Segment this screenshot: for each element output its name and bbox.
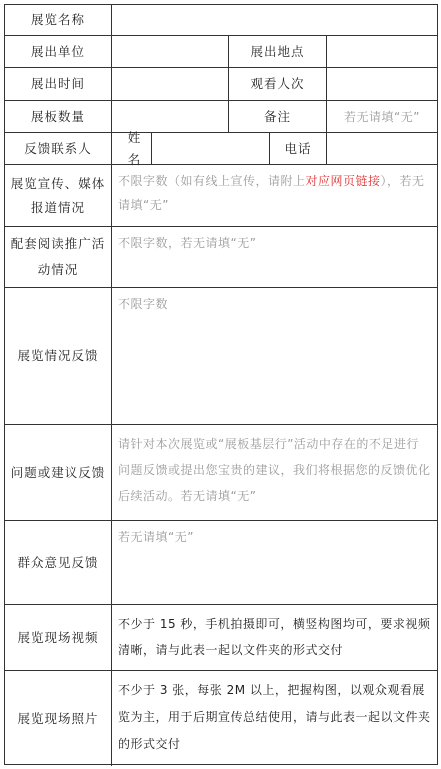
row-time-visitors xyxy=(5,68,437,101)
row-organizer-location xyxy=(5,36,437,68)
name-field[interactable] xyxy=(152,133,270,164)
suggestions-label: 问题或建议反馈 xyxy=(5,425,112,520)
row-panels-remark xyxy=(5,101,437,133)
publicity-hint-suffix: ），若无请填“无” xyxy=(118,174,425,212)
row-site-photos xyxy=(5,671,437,766)
row-exhibition-feedback xyxy=(5,288,437,425)
visitors-field[interactable] xyxy=(327,68,437,100)
publicity-hint-prefix: 不限字数（如有线上宣传，请附上 xyxy=(118,174,306,188)
phone-field[interactable] xyxy=(327,133,437,164)
site-photos-note: 不少于 3 张，每张 2M 以上，把握构图，以观众观看展览为主，用于后期宣传总结使用，请与此表一起以文件夹的形式交付 xyxy=(118,683,431,751)
exhibition-name-label: 展览名称 xyxy=(5,5,112,35)
location-label: 展出地点 xyxy=(229,36,327,67)
row-reading-promotion xyxy=(5,227,437,288)
row-publicity xyxy=(5,165,437,227)
site-photos-label: 展览现场照片 xyxy=(5,671,112,766)
row-exhibition-name xyxy=(5,5,437,36)
exhibition-feedback-form xyxy=(4,4,438,765)
organizer-label: 展出单位 xyxy=(5,36,112,67)
name-label: 姓名 xyxy=(112,133,152,164)
phone-label: 电话 xyxy=(270,133,327,164)
location-field[interactable] xyxy=(327,36,437,67)
site-video-label: 展览现场视频 xyxy=(5,605,112,670)
public-opinion-field[interactable]: 若无请填“无” xyxy=(118,530,194,544)
remark-field[interactable] xyxy=(327,101,437,132)
reading-promotion-field[interactable]: 不限字数，若无请填“无” xyxy=(118,236,257,250)
public-opinion-label: 群众意见反馈 xyxy=(5,521,112,604)
contact-label: 反馈联系人 xyxy=(5,133,112,164)
organizer-field[interactable] xyxy=(112,36,229,67)
visitors-label: 观看人次 xyxy=(229,68,327,100)
reading-promotion-label: 配套阅读推广活动情况 xyxy=(5,227,112,287)
panels-label: 展板数量 xyxy=(5,101,112,132)
remark-label: 备注 xyxy=(229,101,327,132)
exhibition-feedback-field[interactable]: 不限字数 xyxy=(118,297,169,311)
row-site-video xyxy=(5,605,437,671)
publicity-label: 展览宣传、媒体报道情况 xyxy=(5,165,112,226)
row-contact xyxy=(5,129,437,167)
exhibition-name-field[interactable] xyxy=(112,5,437,35)
row-suggestions xyxy=(5,425,437,521)
exhibition-feedback-label: 展览情况反馈 xyxy=(5,288,112,424)
time-field[interactable] xyxy=(112,68,229,100)
remark-hint: 若无请填“无” xyxy=(344,110,420,124)
row-public-opinion xyxy=(5,521,437,605)
site-video-note: 不少于 15 秒，手机拍摄即可，横竖构图均可，要求视频清晰，请与此表一起以文件夹的形式交付 xyxy=(118,617,431,657)
time-label: 展出时间 xyxy=(5,68,112,100)
publicity-hint-link: 对应网页链接 xyxy=(305,174,381,188)
publicity-field[interactable] xyxy=(112,165,437,226)
suggestions-field[interactable]: 请针对本次展览或“展板基层行”活动中存在的不足进行问题反馈或提出您宝贵的建议，我们将根据您的反馈优化后续活动。若无请填“无” xyxy=(118,437,431,503)
